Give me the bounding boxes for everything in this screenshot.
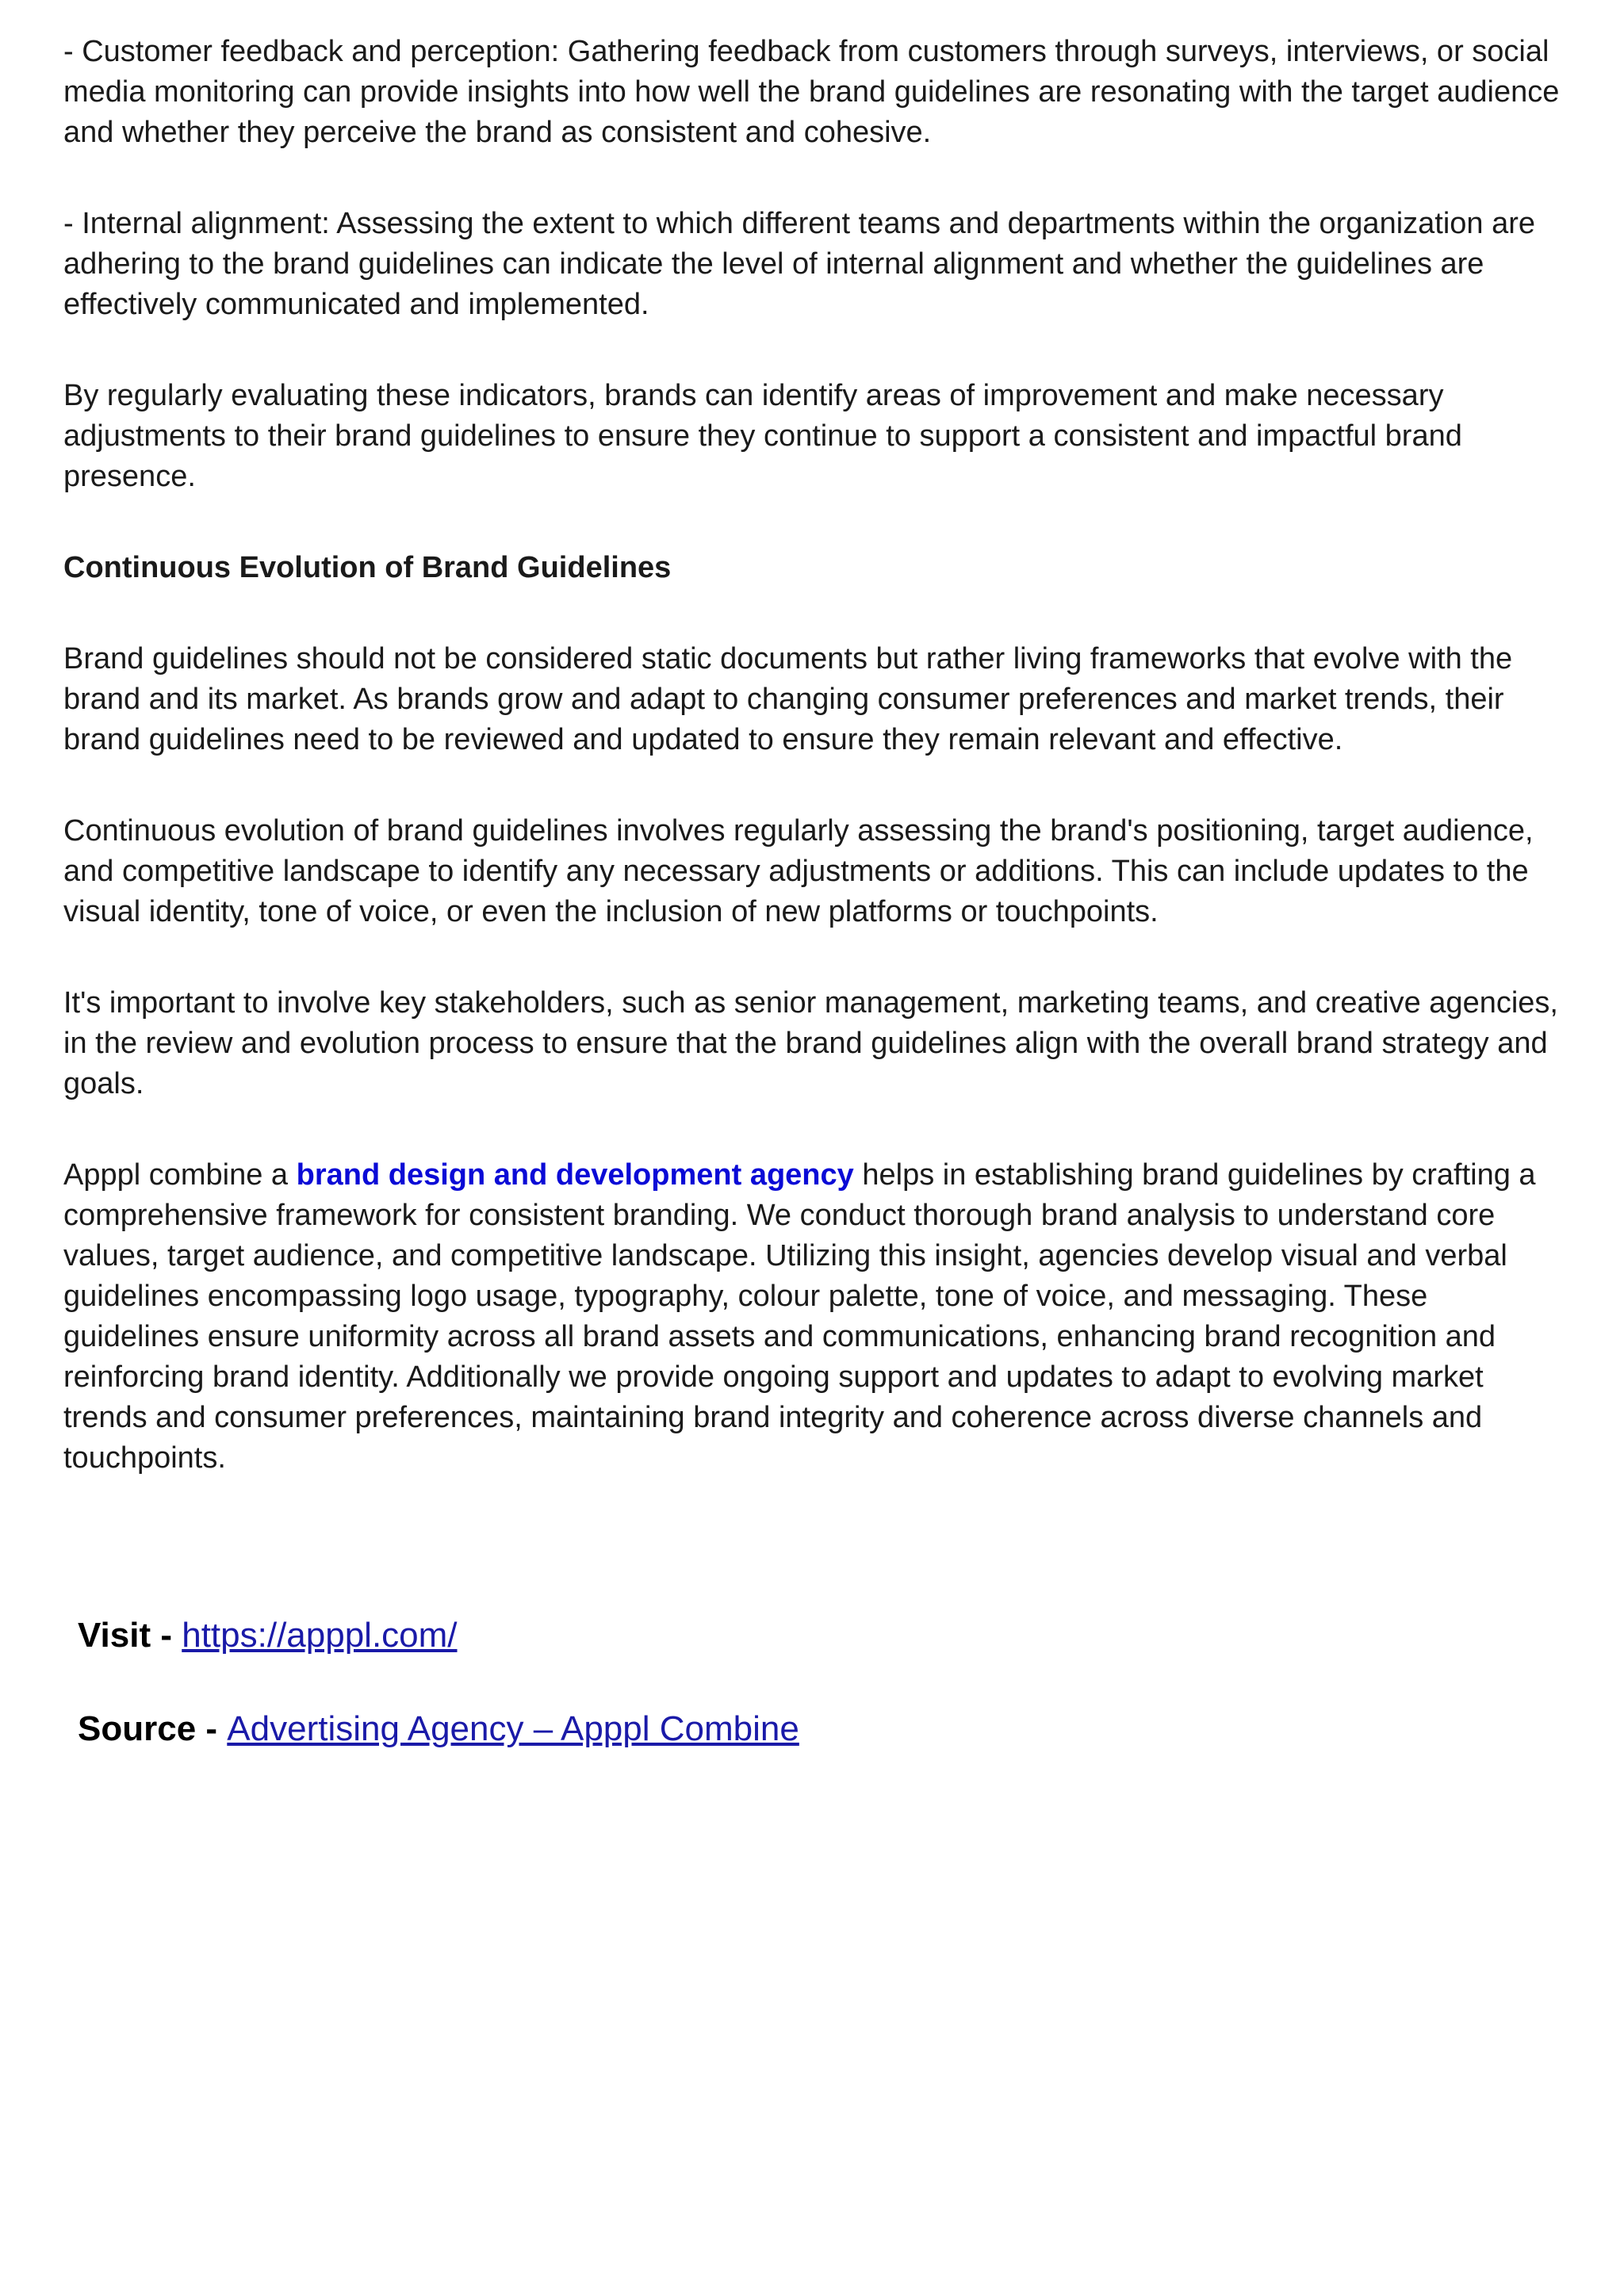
visit-line [78,1613,1505,1658]
document-body [63,32,1570,1529]
paragraph-customer-feedback: - Customer feedback and perception: Gathering feedback from customers through surveys, interviews, or social media monitoring can provide insights into how well the brand guidelines are resonating with the target audience and whether they perceive the brand as consistent and cohesive. [63,35,1560,149]
visit-link[interactable]: https://apppl.com/ [182,1616,458,1655]
visit-label: Visit - [78,1616,182,1655]
section-heading: Continuous Evolution of Brand Guidelines [63,551,672,584]
paragraph-internal-alignment: - Internal alignment: Assessing the extent to which different teams and departments within the organization are adhering to the brand guidelines can indicate the level of internal alignment and whether the guidelines are effectively communicated and implemented. [63,207,1536,321]
paragraph-continuous-evolution: Continuous evolution of brand guidelines involves regularly assessing the brand's positioning, target audience, and competitive landscape to identify any necessary adjustments or additions. This can include updates to the visual identity, tone of voice, or even the inclusion of new platforms or touchpoints. [63,814,1534,928]
source-link[interactable]: Advertising Agency – Apppl Combine [227,1709,799,1748]
brand-agency-link[interactable]: brand design and development agency [296,1158,854,1192]
paragraph-living-frameworks: Brand guidelines should not be considered static documents but rather living frameworks that evolve with the brand and its market. As brands grow and adapt to changing consumer preferences and market trends, their brand guidelines need to be reviewed and updated to ensure they remain relevant and effective. [63,642,1513,756]
apppl-text-after: helps in establishing brand guidelines by crafting a comprehensive framework for consistent branding. We conduct thorough brand analysis to understand core values, target audience, and competitive landscape. Utilizing this insight, agencies develop visual and verbal guidelines encompassing logo usage, typography, colour palette, tone of voice, and messaging. These guidelines ensure uniformity across all brand assets and communications, enhancing brand recognition and reinforcing brand identity. Additionally we provide ongoing support and updates to adapt to evolving market trends and consumer preferences, maintaining brand integrity and coherence across diverse channels and touchpoints. [63,1158,1536,1475]
source-label: Source - [78,1709,228,1748]
paragraph-stakeholders: It's important to involve key stakeholders, such as senior management, marketing teams, and creative agencies, in the review and evolution process to ensure that the brand guidelines align with the overall brand strategy and goals. [63,986,1558,1100]
apppl-text-before: Apppl combine a [63,1158,297,1192]
paragraph-apppl-agency [63,1155,1570,1479]
paragraph-evaluating-indicators: By regularly evaluating these indicators, brands can identify areas of improvement and make necessary adjustments to their brand guidelines to ensure they continue to support a consistent and impactful brand presence. [63,379,1462,493]
source-line [78,1707,1505,1751]
